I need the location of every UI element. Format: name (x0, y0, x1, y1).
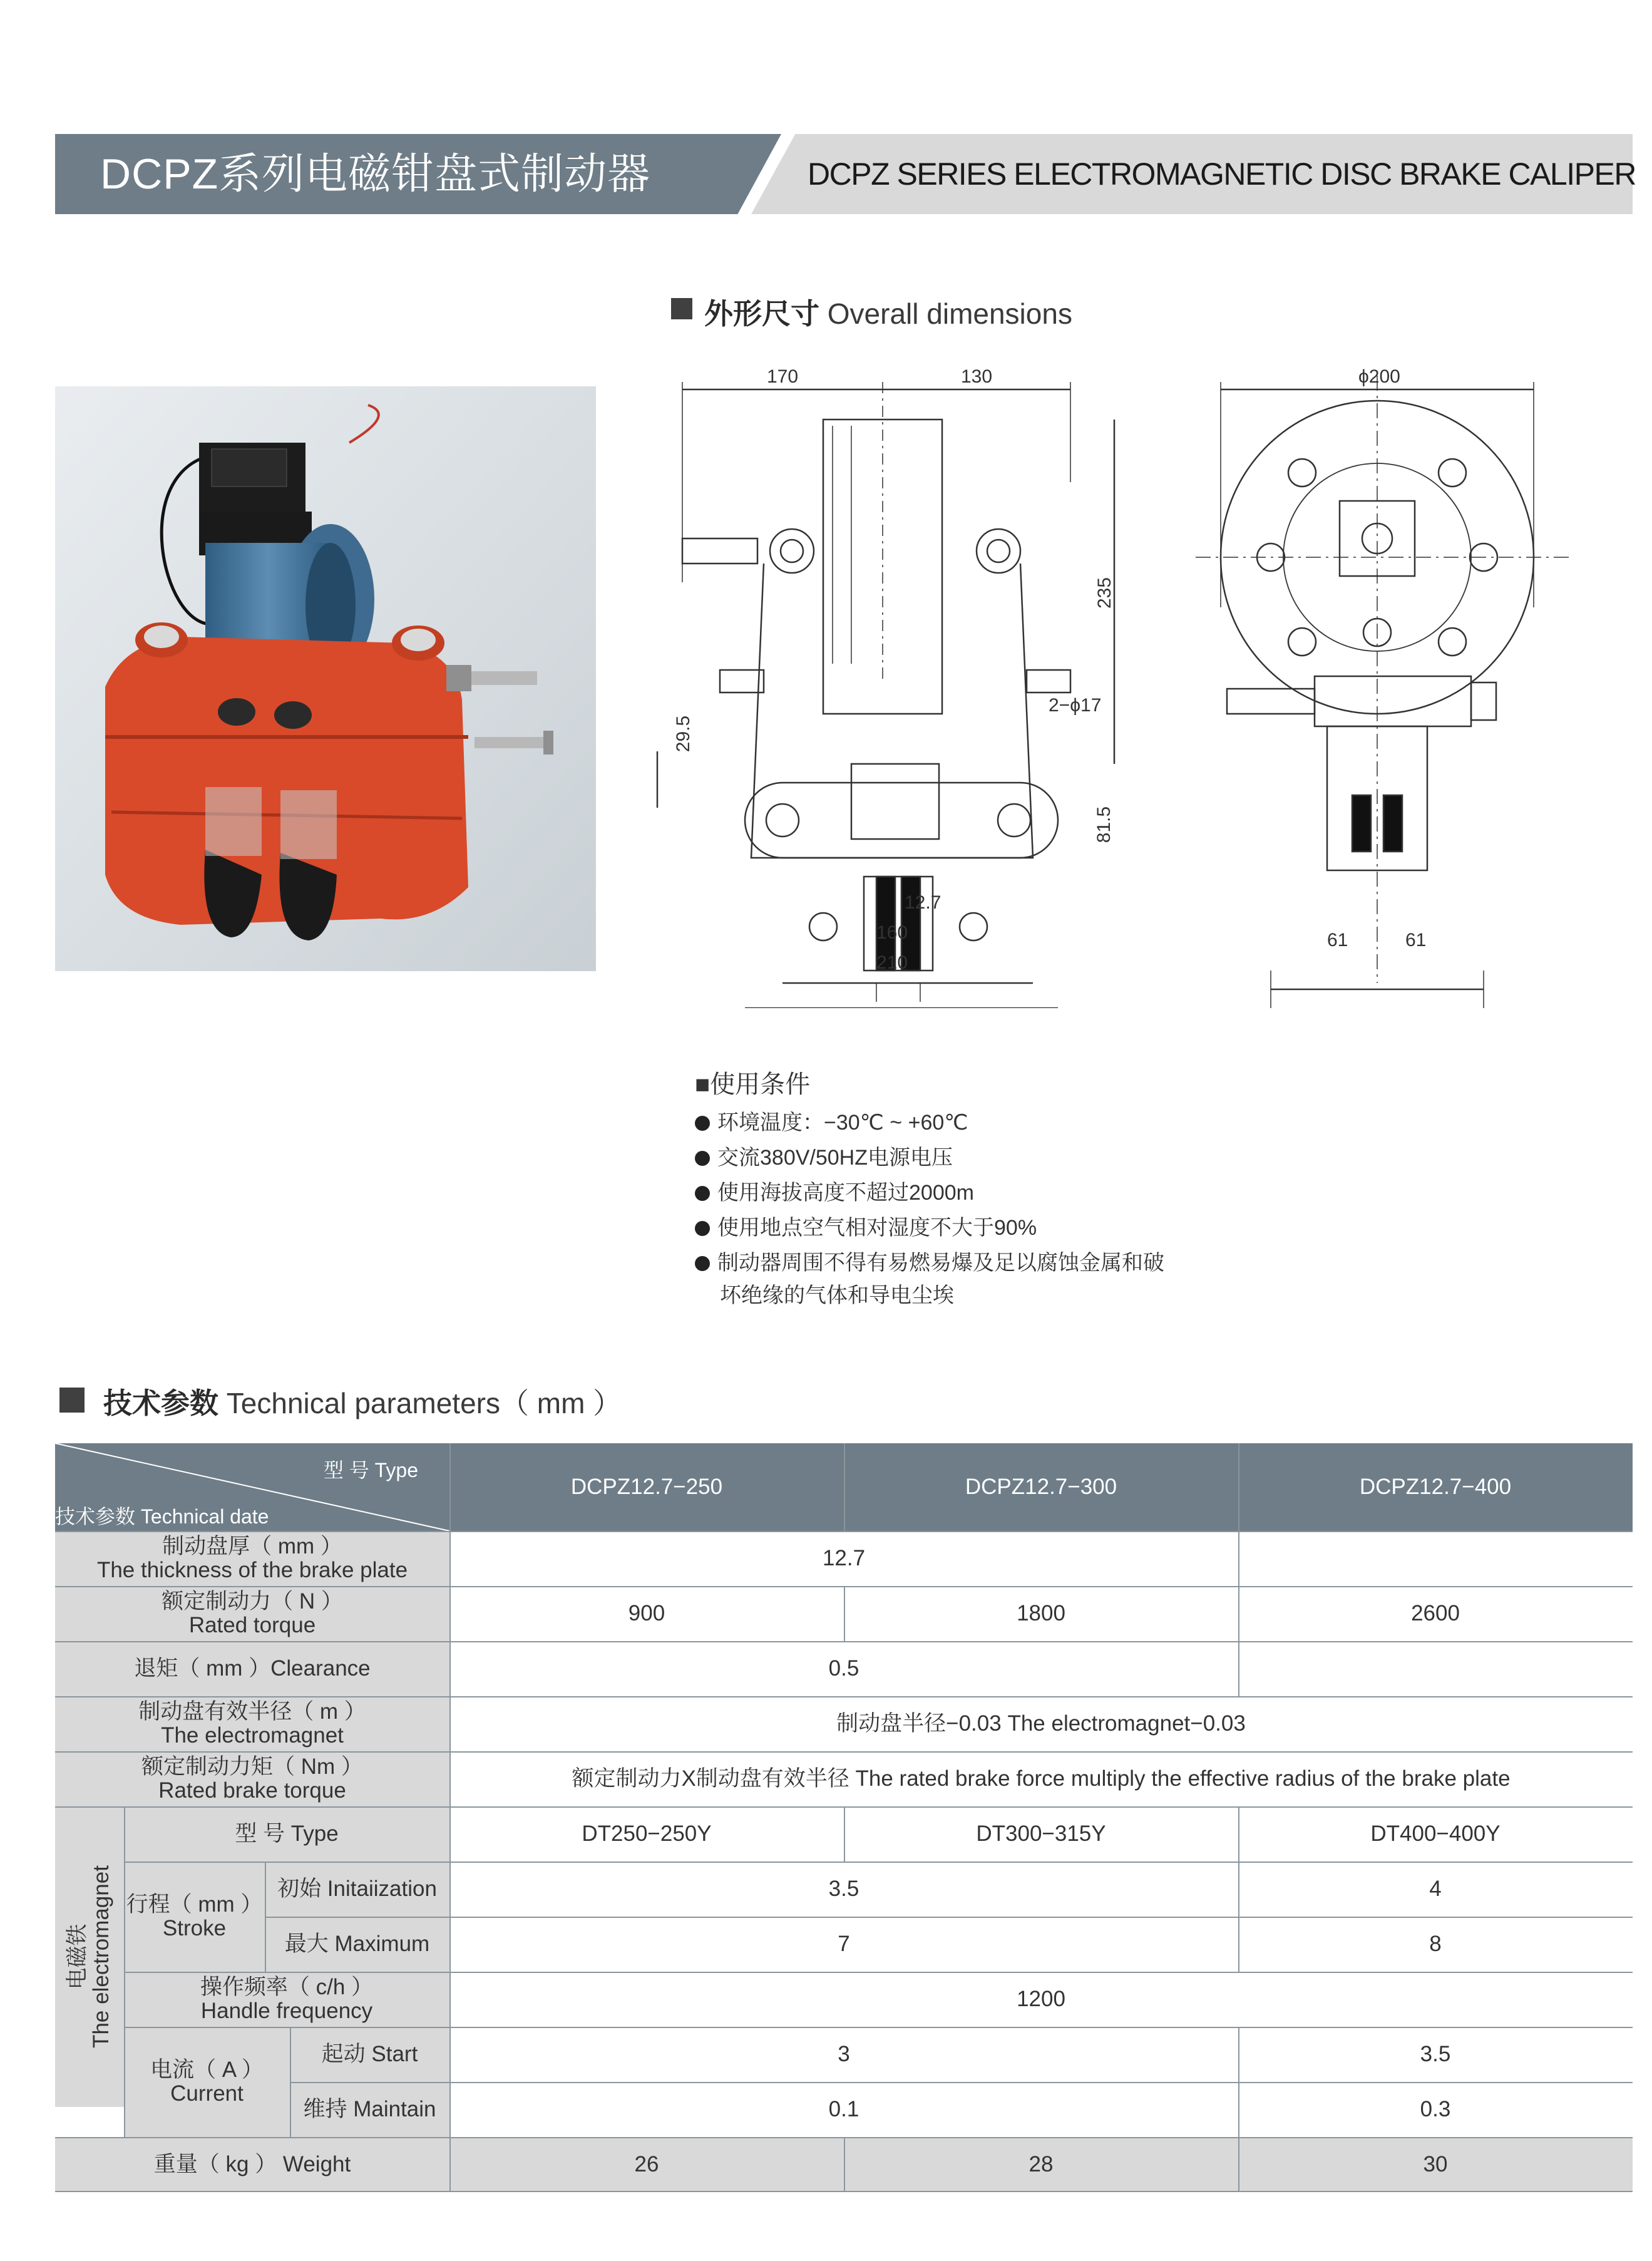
section-square-icon (671, 298, 692, 319)
dimensions-heading (704, 291, 1072, 332)
grid-line (55, 2191, 1633, 2192)
dim-81-5: 81.5 (1094, 806, 1115, 843)
grid-line (844, 1806, 845, 1862)
grid-line (1238, 2027, 1239, 2192)
bullet-icon (695, 1256, 710, 1271)
frequency-label: 操作频率（ c/h ） Handle frequency (124, 1972, 449, 2027)
em-type-value: DT300−315Y (844, 1806, 1238, 1862)
model-header: DCPZ12.7−400 (1238, 1443, 1633, 1531)
bullet-icon (695, 1116, 710, 1131)
tech-heading-en: Technical parameters（ mm ） (226, 1387, 622, 1419)
tech-table (55, 1443, 1633, 2176)
thickness-label: 制动盘厚（ mm ） The thickness of the brake plate (55, 1531, 449, 1586)
dim-210: 210 (876, 952, 908, 973)
corner-type-label: 型 号 Type (323, 1459, 418, 1481)
tech-heading (103, 1381, 622, 1422)
stroke-init-value: 3.5 (449, 1862, 1238, 1917)
current-maintain-value: 0.1 (449, 2082, 1238, 2137)
condition-item: 环境温度：−30℃ ~ +60℃ (695, 1105, 1164, 1140)
grid-line (1238, 1443, 1239, 1696)
condition-item: 交流380V/50HZ电源电压 (695, 1140, 1164, 1175)
em-type-value: DT400−400Y (1238, 1806, 1633, 1862)
dim-130: 130 (961, 366, 993, 387)
title-en: DCPZ SERIES ELECTROMAGNETIC DISC BRAKE CALIPER (808, 157, 1636, 192)
dim-61-right: 61 (1405, 930, 1427, 950)
current-start-value: 3 (449, 2027, 1238, 2082)
grid-line (55, 1641, 1633, 1642)
clearance-label: 退矩（ mm ）Clearance (55, 1641, 449, 1696)
bullet-icon (695, 1186, 710, 1201)
radius-value: 制动盘半径−0.03 The electromagnet−0.03 (449, 1696, 1633, 1751)
dim-2-phi17: 2−ϕ17 (1049, 695, 1102, 716)
weight-label: 重量（ kg ） Weight (55, 2137, 449, 2192)
dim-29-5: 29.5 (673, 715, 694, 753)
condition-item-continuation: 坏绝缘的气体和导电尘埃 (720, 1284, 954, 1307)
grid-line (55, 1586, 1633, 1587)
conditions-list (695, 1105, 1164, 1280)
electromagnet-side-label: 电磁铁 The electromagnet (55, 1806, 124, 2107)
corner-param-label: 技术参数 Technical date (55, 1505, 269, 1528)
grid-line (449, 1443, 451, 2192)
grid-line (55, 1531, 1633, 1532)
grid-line (844, 1443, 845, 1531)
clearance-value-empty (1238, 1641, 1633, 1696)
condition-item: 制动器周围不得有易燃易爆及足以腐蚀金属和破 (695, 1245, 1164, 1280)
title-cn: DCPZ系列电磁钳盘式制动器 (100, 150, 651, 198)
current-label: 电流（ A ） Current (124, 2027, 290, 2137)
thickness-value: 12.7 (449, 1531, 1238, 1586)
em-type-value: DT250−250Y (449, 1806, 844, 1862)
weight-value: 26 (449, 2137, 844, 2192)
stroke-init-value: 4 (1238, 1862, 1633, 1917)
grid-line (55, 1696, 1633, 1697)
grid-line (124, 1862, 1633, 1863)
grid-line (55, 2137, 1633, 2138)
current-maintain-label: 维持 Maintain (290, 2082, 449, 2137)
section-square-icon (59, 1388, 85, 1413)
rated-force-value: 2600 (1238, 1586, 1633, 1641)
dim-235: 235 (1094, 577, 1116, 609)
stroke-max-value: 7 (449, 1917, 1238, 1972)
stroke-max-label: 最大 Maximum (265, 1917, 449, 1972)
radius-label: 制动盘有效半径（ m ） The electromagnet (55, 1696, 449, 1751)
grid-line (55, 1806, 1633, 1808)
grid-line (124, 1972, 1633, 1973)
dim-phi200: ϕ200 (1358, 366, 1400, 387)
grid-line (844, 1586, 845, 1641)
clearance-value: 0.5 (449, 1641, 1238, 1696)
grid-line (290, 2082, 1633, 2083)
tech-heading-cn: 技术参数 (103, 1387, 218, 1419)
dim-12-7: 12.7 (905, 892, 941, 913)
stroke-label: 行程（ mm ） Stroke (124, 1862, 265, 1972)
grid-line (1238, 1806, 1239, 1972)
table-corner (55, 1443, 449, 1531)
frequency-value: 1200 (449, 1972, 1633, 2027)
dim-160: 160 (876, 922, 908, 943)
torque-value: 额定制动力X制动盘有效半径 The rated brake force multiply the effective radius of the brake plate (449, 1751, 1633, 1806)
dim-170: 170 (767, 366, 799, 387)
current-maintain-value: 0.3 (1238, 2082, 1633, 2137)
model-header: DCPZ12.7−300 (844, 1443, 1238, 1531)
grid-line (55, 1751, 1633, 1753)
dim-61-left: 61 (1327, 930, 1348, 950)
rated-force-value: 900 (449, 1586, 844, 1641)
grid-line (265, 1917, 1633, 1918)
rated-force-value: 1800 (844, 1586, 1238, 1641)
stroke-max-value: 8 (1238, 1917, 1633, 1972)
stroke-init-label: 初始 Initaiization (265, 1862, 449, 1917)
model-header: DCPZ12.7−250 (449, 1443, 844, 1531)
condition-item: 使用海拔高度不超过2000m (695, 1175, 1164, 1210)
weight-value: 28 (844, 2137, 1238, 2192)
dimension-drawing (645, 357, 1571, 1008)
grid-line (844, 2137, 845, 2192)
condition-item: 使用地点空气相对湿度不大于90% (695, 1210, 1164, 1245)
dimensions-heading-en: Overall dimensions (827, 297, 1072, 330)
rated-force-label: 额定制动力（ N ） Rated torque (55, 1586, 449, 1641)
grid-line (124, 2027, 1633, 2028)
bullet-icon (695, 1151, 710, 1166)
em-type-label: 型 号 Type (124, 1806, 449, 1862)
current-start-label: 起动 Start (290, 2027, 449, 2082)
bullet-icon (695, 1221, 710, 1236)
weight-value: 30 (1238, 2137, 1633, 2192)
conditions-title: ■使用条件 (695, 1071, 811, 1098)
torque-label: 额定制动力矩（ Nm ） Rated brake torque (55, 1751, 449, 1806)
dimensions-heading-cn: 外形尺寸 (704, 297, 819, 330)
current-start-value: 3.5 (1238, 2027, 1633, 2082)
product-photo (55, 386, 596, 971)
thickness-value-empty (1238, 1531, 1633, 1586)
